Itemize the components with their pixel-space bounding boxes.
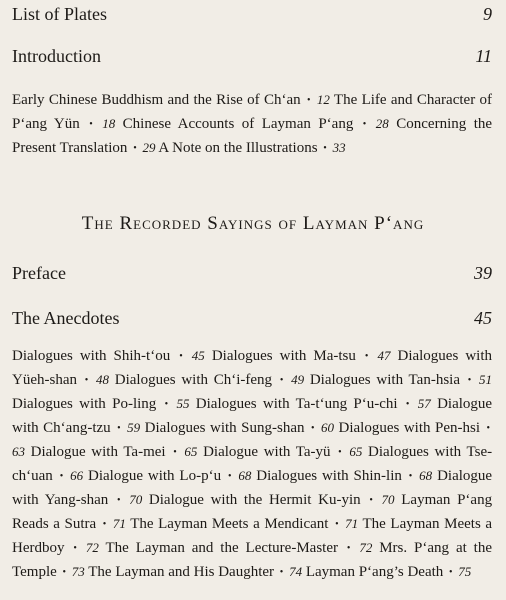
- toc-entry-title: Dialogues with Sung-shan: [144, 420, 305, 436]
- toc-entry-page: 66: [70, 468, 84, 483]
- toc-entry-page: 70: [381, 492, 395, 507]
- toc-entry-page: 70: [129, 492, 143, 507]
- toc-page-introduction: 11: [475, 46, 492, 66]
- bullet-separator: •: [408, 471, 413, 482]
- bullet-separator: •: [279, 375, 284, 386]
- toc-entry-title: Dialogue with Lo-p‘u: [88, 468, 222, 484]
- toc-entry-page: 65: [184, 444, 198, 459]
- toc-entry-title: A Note on the Illustrations: [158, 140, 318, 156]
- toc-entry: [145, 420, 334, 436]
- toc-entry: [105, 540, 372, 556]
- toc-entry-title: Dialogue with Ta-mei: [30, 444, 166, 460]
- toc-entry-title: Dialogues with Shin-lin: [256, 468, 402, 484]
- bullet-separator: •: [323, 143, 327, 154]
- toc-entry-page: 59: [127, 420, 141, 435]
- toc-entry-title: Layman P‘ang’s Death: [305, 564, 444, 580]
- toc-entry: [158, 140, 345, 156]
- toc-entry-page: 73: [71, 564, 85, 579]
- bullet-separator: •: [179, 351, 183, 362]
- toc-title-preface: Preface: [12, 263, 66, 283]
- toc-entry-title: The Layman Meets a Herdboy: [12, 516, 493, 556]
- bullet-separator: •: [279, 567, 284, 578]
- bullet-separator: •: [311, 423, 315, 434]
- bullet-separator: •: [306, 95, 311, 106]
- toc-entry-page: 57: [417, 396, 431, 411]
- bullet-separator: •: [59, 471, 64, 482]
- toc-entry-title: Concerning the Present Translation: [12, 116, 493, 156]
- toc-row-preface: [12, 263, 492, 284]
- toc-title-list-of-plates: List of Plates: [12, 4, 107, 24]
- bullet-separator: •: [369, 495, 373, 506]
- toc-entry-title: Dialogues with Tan-hsia: [309, 372, 460, 388]
- toc-entry: [12, 396, 189, 412]
- toc-page-list-of-plates: 9: [483, 4, 492, 24]
- toc-entry-page: 71: [112, 516, 126, 531]
- toc-entry: [212, 348, 391, 364]
- toc-entry-title: Layman P‘ang Reads a Sutra: [12, 492, 493, 532]
- toc-entry: [88, 468, 251, 484]
- toc-entry: [88, 564, 302, 580]
- bullet-separator: •: [164, 399, 169, 410]
- toc-entry-title: Dialogues with Po-ling: [12, 396, 157, 412]
- toc-page-anecdotes: 45: [474, 308, 492, 328]
- toc-entry-page: 47: [377, 348, 391, 363]
- toc-entry-title: Dialogues with Tse-ch‘uan: [12, 444, 493, 484]
- toc-page-preface: 39: [474, 263, 492, 283]
- toc-entry-page: 28: [375, 116, 389, 131]
- toc-entry: [306, 564, 471, 580]
- bullet-separator: •: [117, 423, 121, 434]
- toc-entry-page: 60: [321, 420, 335, 435]
- bullet-separator: •: [346, 543, 351, 554]
- toc-entry-title: Dialogues with Yüeh-shan: [12, 348, 493, 388]
- bullet-separator: •: [362, 119, 367, 130]
- toc-entry-title: The Layman and the Lecture-Master: [105, 540, 338, 556]
- toc-entry-title: The Layman and His Daughter: [88, 564, 275, 580]
- bullet-separator: •: [467, 375, 472, 386]
- toc-entry-page: 75: [458, 564, 472, 579]
- toc-entry-title: Dialogue with Yang-shan: [12, 468, 493, 508]
- toc-entry-page: 33: [332, 140, 346, 155]
- bullet-separator: •: [338, 447, 342, 458]
- toc-entry-title: Dialogue with Ta-yü: [203, 444, 331, 460]
- toc-entry-page: 18: [102, 116, 116, 131]
- toc-entry-page: 29: [142, 140, 156, 155]
- bullet-separator: •: [405, 399, 410, 410]
- bullet-separator: •: [73, 543, 77, 554]
- toc-entry-page: 49: [291, 372, 305, 387]
- toc-entry-page: 63: [12, 444, 25, 459]
- toc-entry-title: Dialogue with Ch‘ang-tzu: [12, 396, 493, 436]
- toc-entry-page: 48: [96, 372, 109, 387]
- bullet-separator: •: [364, 351, 369, 362]
- toc-entry-page: 65: [349, 444, 363, 459]
- bullet-separator: •: [89, 119, 93, 130]
- toc-entry-title: Dialogues with Ch‘i-feng: [114, 372, 273, 388]
- toc-row-introduction: [12, 46, 492, 67]
- toc-entry-title: The Life and Character of P‘ang Yün: [12, 92, 493, 132]
- toc-title-anecdotes: The Anecdotes: [12, 308, 120, 328]
- toc-entry-page: 72: [359, 540, 373, 555]
- toc-entry: [130, 516, 358, 532]
- toc-entry-page: 74: [289, 564, 303, 579]
- toc-entry-page: 68: [238, 468, 252, 483]
- toc-entry: [123, 116, 389, 132]
- anecdotes-entries: [12, 345, 492, 585]
- toc-entry: [31, 444, 198, 460]
- toc-entry-page: 45: [191, 348, 205, 363]
- bullet-separator: •: [335, 519, 339, 530]
- bullet-separator: •: [486, 423, 491, 434]
- toc-entry: [149, 492, 395, 508]
- toc-entry-title: Dialogues with Ta-t‘ung P‘u-chi: [195, 396, 398, 412]
- toc-entry-page: 68: [419, 468, 433, 483]
- bullet-separator: •: [102, 519, 107, 530]
- bullet-separator: •: [227, 471, 232, 482]
- bullet-separator: •: [449, 567, 453, 578]
- bullet-separator: •: [62, 567, 67, 578]
- bullet-separator: •: [133, 143, 137, 154]
- introduction-entries: [12, 89, 492, 161]
- toc-entry-title: Dialogues with Pen-hsi: [338, 420, 480, 436]
- toc-entry: [196, 396, 431, 412]
- bullet-separator: •: [84, 375, 89, 386]
- toc-title-introduction: Introduction: [12, 46, 101, 66]
- toc-entry-title: Dialogue with the Hermit Ku-yin: [148, 492, 361, 508]
- part-title: The Recorded Sayings of Layman P‘ang: [81, 213, 425, 234]
- toc-entry-page: 12: [316, 92, 330, 107]
- toc-entry: [12, 348, 205, 364]
- toc-row-anecdotes: [12, 308, 492, 329]
- toc-entry: [12, 92, 330, 108]
- toc-entry-page: 72: [85, 540, 99, 555]
- toc-entry: [256, 468, 432, 484]
- bullet-separator: •: [173, 447, 177, 458]
- toc-entry: [203, 444, 362, 460]
- toc-entry-page: 55: [176, 396, 190, 411]
- toc-row-list-of-plates: [12, 4, 492, 25]
- toc-entry-page: 51: [479, 372, 492, 387]
- toc-entry-title: Chinese Accounts of Layman P‘ang: [122, 116, 354, 132]
- toc-entry: [310, 372, 492, 388]
- toc-entry-title: The Layman Meets a Mendicant: [130, 516, 329, 532]
- toc-entry: [115, 372, 304, 388]
- toc-entry-title: Early Chinese Buddhism and the Rise of Ch‘an: [12, 92, 301, 108]
- toc-entry-title: Dialogues with Shih-t‘ou: [12, 348, 171, 364]
- bullet-separator: •: [116, 495, 121, 506]
- toc-entry-page: 71: [345, 516, 359, 531]
- toc-entry-title: Dialogues with Ma-tsu: [211, 348, 356, 364]
- toc-entry-title: Mrs. P‘ang at the Temple: [12, 540, 492, 580]
